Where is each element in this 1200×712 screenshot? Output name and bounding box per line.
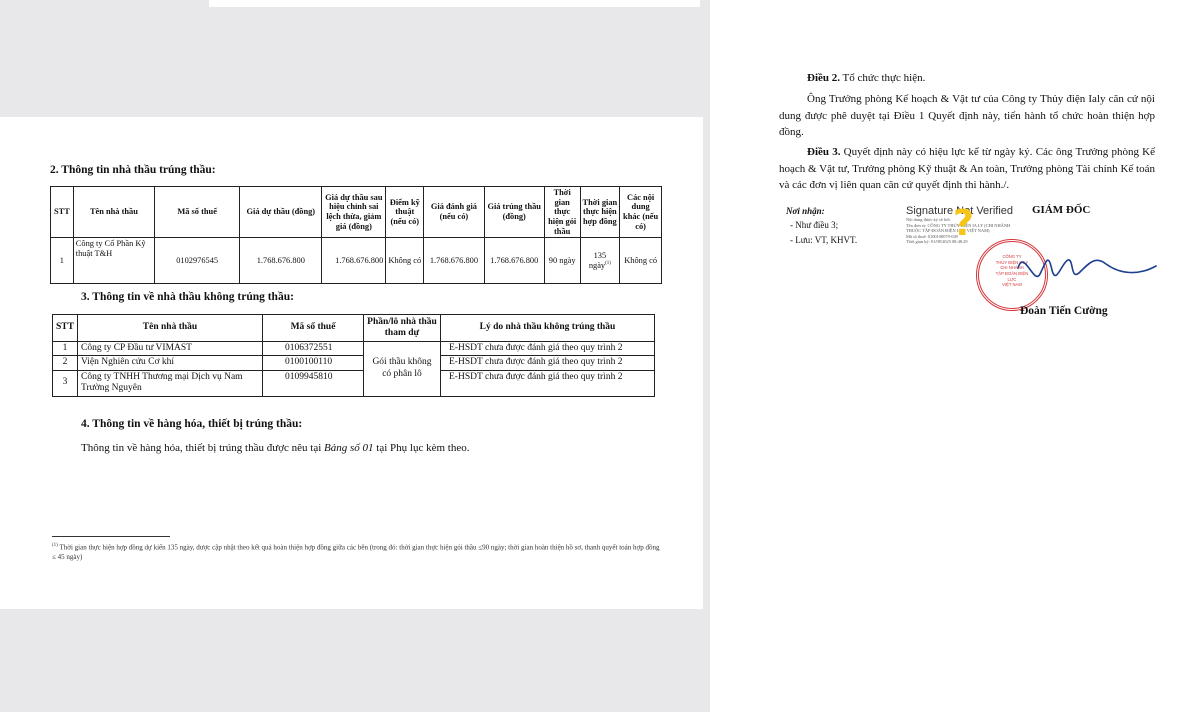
footnote-text: Thời gian thực hiện hợp đồng dự kiến 135 ngày, được cập nhật theo kết quả hoàn thiện hợp đồng giữa các bên (trong đó: thời gian thực hiện gói thầu ≤90 ngày; thời gian hoàn thiện hồ sơ, thanh quyết toán hợp đồng ≤ 45 ngày) [52, 543, 660, 562]
cell-stt: 2 [53, 356, 78, 370]
contract-duration-value: 135 ngày [588, 250, 607, 270]
table-header-row [53, 315, 655, 342]
section-2-title: 2. Thông tin nhà thầu trúng thầu: [50, 164, 216, 176]
recipient-item: - Như điều 3; [790, 220, 839, 231]
signature-detail: Tên đơn vị: CÔNG TY THỦY ĐIỆN IA LY (CHI NHÁNH THUỘC TẬP ĐOÀN ĐIỆN LỰC VIỆT NAM) [906, 222, 1011, 233]
article-3-body: Quyết định này có hiệu lực kể từ ngày ký. Các ông Trưởng phòng Kế hoạch & Vật tư, Trưởng phòng Kỹ thuật & An toàn, Trưởng phòng Tài chính Kế toán và các đơn vị liên quan căn cứ quyết định thi hành./. [779, 146, 1156, 191]
cell-package-duration: 90 ngày [544, 238, 580, 284]
cell-adjusted-price: 1.768.676.800 [322, 238, 386, 284]
footnote-separator [52, 536, 170, 537]
recipients-block [786, 204, 857, 247]
section-4-text [81, 440, 469, 457]
col-tech-score: Điểm kỹ thuật (nếu có) [386, 187, 424, 238]
section-4-text-start: Thông tin về hàng hóa, thiết bị trúng thầu được nêu tại [81, 442, 325, 454]
article-2-title: Tổ chức thực hiện. [840, 72, 926, 84]
non-winning-bidders-table [52, 314, 655, 397]
appendix-table-ref: Bảng số 01 [324, 442, 374, 454]
col-stt: STT [53, 315, 78, 342]
col-package-duration: Thời gian thực hiện gói thầu [544, 187, 580, 238]
table-row [53, 342, 655, 356]
recipients-title: Nơi nhận: [786, 206, 825, 216]
document-page-right [710, 0, 1200, 712]
cell-contract-duration [580, 238, 620, 284]
cell-other: Không có [620, 238, 662, 284]
signature-stroke [1018, 260, 1156, 277]
signer-name: Đoàn Tiến Cường [1020, 305, 1108, 317]
article-2-label: Điều 2. [807, 72, 840, 84]
cell-name: Viện Nghiên cứu Cơ khí [78, 356, 263, 370]
footnote-mark: (1) [52, 543, 58, 548]
col-reason: Lý do nhà thầu không trúng thầu [441, 315, 655, 342]
document-page-left [0, 117, 703, 609]
seal-line: TẬP ĐOÀN ĐIỆN LỰC [995, 271, 1029, 282]
cell-name: Công ty TNHH Thương mại Dịch vụ Nam Trường Nguyên [78, 370, 263, 396]
cell-bid-price: 1.768.676.800 [240, 238, 322, 284]
article-2-heading [779, 70, 1155, 87]
cell-tech-score: Không có [386, 238, 424, 284]
cell-tax: 0106372551 [263, 342, 364, 356]
col-evaluated-price: Giá đánh giá (nếu có) [424, 187, 484, 238]
signature-detail: Nội dung được ký số bởi [906, 217, 950, 222]
article-3-label: Điều 3. [807, 146, 841, 158]
cell-tax: 0102976545 [155, 238, 240, 284]
col-name: Tên nhà thầu [73, 187, 154, 238]
cell-lot: Gói thầu không có phân lô [364, 342, 441, 397]
signature-detail: Thời gian ký: 01/08/2025 08:48:29 [906, 239, 968, 244]
col-other: Các nội dung khác (nếu có) [620, 187, 662, 238]
col-award-price: Giá trúng thầu (đồng) [484, 187, 544, 238]
col-tax: Mã số thuế [263, 315, 364, 342]
previous-page-edge [209, 0, 700, 7]
col-lot: Phần/lô nhà thầu tham dự [364, 315, 441, 342]
cell-tax: 0109945810 [263, 370, 364, 396]
cell-stt: 1 [51, 238, 74, 284]
cell-name: Công ty CP Đầu tư VIMAST [78, 342, 263, 356]
winning-bidder-table [50, 186, 662, 284]
signature-detail: Mã số thuế: 0100100079-049 [906, 233, 958, 239]
section-3-title: 3. Thông tin về nhà thầu không trúng thầu: [81, 291, 294, 303]
seal-line: THỦY ĐIỆN IALY [995, 259, 1029, 265]
table-header-row [51, 187, 662, 238]
cell-tax: 0100100110 [263, 356, 364, 370]
signer-title: GIÁM ĐỐC [1032, 204, 1091, 216]
cell-award-price: 1.768.676.800 [484, 238, 544, 284]
handwritten-signature [1010, 240, 1160, 310]
col-stt: STT [51, 187, 74, 238]
signature-status: Signature Not Verified [906, 205, 1014, 217]
cell-reason: E-HSDT chưa được đánh giá theo quy trình 2 [441, 356, 655, 370]
footnote-ref: (1) [605, 260, 611, 266]
table-row [51, 238, 662, 284]
article-3 [779, 144, 1155, 194]
seal-line: CÔNG TY [1002, 254, 1022, 259]
seal-line: VIỆT NAM [1002, 282, 1022, 288]
section-4-text-end: tại Phụ lục kèm theo. [373, 442, 470, 454]
cell-evaluated-price: 1.768.676.800 [424, 238, 484, 284]
cell-stt: 1 [53, 342, 78, 356]
signature-warning-icon: ? [953, 203, 974, 244]
cell-name: Công ty Cổ Phần Kỹ thuật T&H [73, 238, 154, 284]
article-2-body: Ông Trưởng phòng Kế hoạch & Vật tư của Công ty Thủy điện Ialy căn cứ nội dung được phê duyệt tại Điều 1 Quyết định này, tiến hành tổ chức hoàn thiện hợp đồng. [779, 93, 1155, 138]
seal-line: CHI NHÁNH [1000, 265, 1024, 271]
section-4-title: 4. Thông tin về hàng hóa, thiết bị trúng thầu: [81, 418, 303, 430]
col-contract-duration: Thời gian thực hiện hợp đồng [580, 187, 620, 238]
table-row [53, 356, 655, 370]
col-bid-price: Giá dự thầu (đồng) [240, 187, 322, 238]
cell-reason: E-HSDT chưa được đánh giá theo quy trình 2 [441, 370, 655, 396]
table-row [53, 370, 655, 396]
col-name: Tên nhà thầu [78, 315, 263, 342]
col-tax: Mã số thuế [155, 187, 240, 238]
cell-reason: E-HSDT chưa được đánh giá theo quy trình 2 [441, 342, 655, 356]
footnote [52, 542, 662, 563]
recipient-item: - Lưu: VT, KHVT. [790, 234, 858, 245]
cell-stt: 3 [53, 370, 78, 396]
col-adjusted-price: Giá dự thầu sau hiệu chỉnh sai lệch thừa, giảm giá (đồng) [322, 187, 386, 238]
